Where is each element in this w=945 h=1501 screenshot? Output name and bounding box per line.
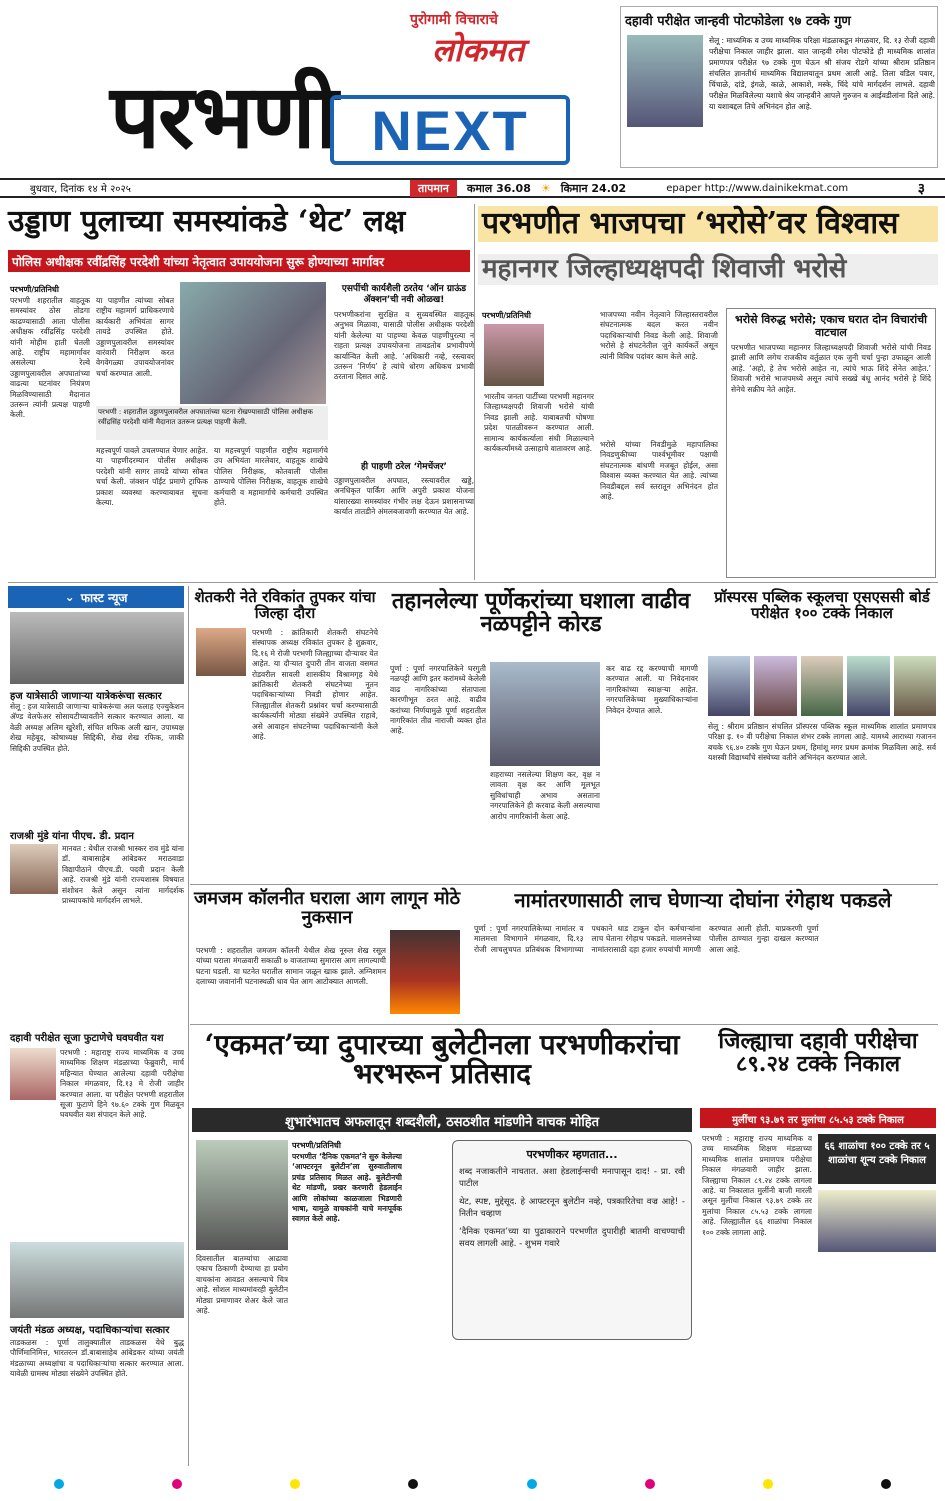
story6-photo xyxy=(390,930,460,1014)
registration-mark xyxy=(408,1479,418,1489)
story2-subheadline: महानगर जिल्हाध्यक्षपदी शिवाजी भरोसे xyxy=(478,254,938,285)
story2-body-3: भरोसे यांच्या निवडीमुळे महापालिका निवडणुकीच्या पार्श्वभूमीवर पक्षाची संघटनात्मक बांधणी मजबूत होईल, असा विश्वास व्यक्त करण्यात येत आहे. त्यांच्या निवडीबद्दल सर्व स्तरातून अभिनंदन होत आहे. xyxy=(600,440,718,502)
story1-box2-title: ही पाहणी ठरेल ‘गेमचेंजर’ xyxy=(361,462,447,472)
story1-subheadline: पोलिस अधीक्षक रवींद्रसिंह परदेशी यांच्या नेतृत्वात उपाययोजना सुरू होण्याच्या मार्गावर xyxy=(8,250,470,272)
story8-body-2: दिवसातील बातम्यांचा आढावा एकाच ठिकाणी देण्याचा हा प्रयोग वाचकांना आवडत असल्याचे चित्र आहे. सोशल माध्यमांवरही बुलेटीन मोठ्या प्रमाणावर शेअर केले जात आहे. xyxy=(196,1254,288,1316)
story8-photo xyxy=(196,1140,288,1250)
story1-body-3: महत्त्वपूर्ण पावले उचलण्यात येणार आहेत. या पाहणीदरम्यान पोलीस अधीक्षक परदेशी यांनी सागर तायडे यांच्या सोबत चर्चा केली. जंक्शन पॉईंट प्रमाणे ट्राफिक प्रकाश व्यवस्था करण्याबाबत सूचना केल्या. xyxy=(96,446,208,508)
story8-quote-2: थेट, स्पष्ट, मुद्देसूद. हे आफ्टरनून बुलेटीन नव्हे, पत्रकारितेचा वज्र आहे! - नितीन चव्हाण xyxy=(459,1197,685,1219)
story3-headline: शेतकरी नेते रविकांत तुपकर यांचा जिल्हा दौरा xyxy=(194,588,376,622)
story2-box-title: भरोसे विरुद्ध भरोसे; एकाच घरात दोन विचारांची वाटचाल xyxy=(734,313,927,339)
story2-sidebox xyxy=(726,308,936,578)
student-photo xyxy=(894,656,936,716)
fast-news-item2-title: राजश्री मुंडे यांना पीएच. डी. प्रदान xyxy=(10,831,134,842)
row-divider xyxy=(190,884,938,885)
top-ad-photo xyxy=(627,35,703,127)
story5-headline: प्रॉस्परस पब्लिक स्कूलचा एसएससी बोर्ड परीक्षेत १०० टक्के निकाल xyxy=(714,588,930,622)
story4-photo xyxy=(490,662,600,766)
story2-body-2: भाजपच्या नवीन नेतृत्वाने जिल्हास्तरावरील संघटनात्मक बदल करत नवीन पदाधिकाऱ्यांची निवड केली आहे. शिवाजी भरोसे हे संघटनेतील जुने कार्यकर्ते असून त्यांनी विविध पदांवर काम केले आहे. xyxy=(600,310,718,361)
story1-box-title: एसपींची कार्यशैली ठरतेय ‘ऑन ग्राऊंड ॲक्शन’ची नवी ओळख! xyxy=(341,284,467,305)
story1-sidebox xyxy=(334,284,474,578)
top-ad-box xyxy=(620,6,938,168)
page-number: ३ xyxy=(917,180,925,197)
story2-photo xyxy=(484,324,544,386)
story9-box: ६६ शाळांचा १०० टक्के तर ५ शाळांचा शून्य टक्के निकाल xyxy=(818,1134,936,1184)
fast-news-photo-4 xyxy=(10,1242,184,1318)
sun-icon: ☀ xyxy=(540,181,551,195)
dateline-date: बुधवार, दिनांक १४ मे २०२५ xyxy=(30,184,131,195)
story8-subheadline: शुभारंभातच अफलातून शब्दशैली, ठसठशीत मांडणीने वाचक मोहित xyxy=(192,1108,692,1132)
chevron-down-icon: ⌄ xyxy=(64,590,75,604)
story1-caption: परभणी : शहरातील उड्डाणपुलावरील अपघातांच्या घटना रोखण्यासाठी पोलिस अधीक्षक रवींद्रसिंह परदेशी यांनी मैदानात उतरून प्रत्यक्ष पाहणी केली. xyxy=(96,406,328,440)
top-ad-text: सेलू : माध्यमिक व उच्च माध्यमिक परिक्षा मंडळाकडून मंगळवार, दि. १३ रोजी दहावी परीक्षेचा निकाल जाहीर झाला. यात जान्हवी रमेश पोटफोडे ही माध्यमिक शालांत प्रमाणपत्र परीक्षेत ९७ टक्के गुण घेऊन श्री संजय रोडगे यांच्या श्रीराम प्रतिष्ठान संचलित ज्ञानतीर्थ माध्यमिक विद्यालयातून प्रथम आली आहे. तिला वडिल पवार, चिंचाळे, दांडे, इंगळे, काळे, आकाशे, मस्के, चिंदे यांचे मार्गदर्शन लाभले. दहावी परीक्षेत मिळविलेल्या यशाचे श्रेय जान्हवीने आपले गुरुजन व आईवडीलांना दिले आहे. या यशाबद्दल तिचे अभिनंदन होत आहे. xyxy=(709,36,936,111)
column-divider xyxy=(188,586,189,1466)
column-divider xyxy=(474,204,475,580)
temp-label: तापमान xyxy=(410,180,457,197)
story9-body: परभणी : महाराष्ट्र राज्य माध्यमिक व उच्च माध्यमिक शिक्षण मंडळाच्या माध्यमिक शालांत प्रमाणपत्र परीक्षेचा निकाल मंगळवारी जाहीर झाला. जिल्ह्याचा निकाल ८९.२४ टक्के लागला आहे. या निकालात मुलींनी बाजी मारली असून मुलींचा निकाल ९३.७९ टक्के तर मुलांचा निकाल ८५.५३ टक्के लागला आहे. जिल्ह्यातील ६६ शाळांचा निकाल १०० टक्के लागला आहे. xyxy=(702,1134,812,1237)
row-divider xyxy=(190,1024,938,1025)
registration-mark xyxy=(645,1479,655,1489)
story4-body-2: शहराच्या नसलेल्या शिक्षण कर, वृक्ष न लावता वृक्ष कर आणि मूलभूत सुविधांचाही अभाव असताना नगरपालिकेने ही करवाढ केली असल्याचा आरोप नागरिकांनी केला आहे. xyxy=(490,770,600,821)
story8-box-title: परभणीकर म्हणतात... xyxy=(526,1148,618,1161)
fast-news-item1-body: सेलू : हज यात्रेसाठी जाणाऱ्या यात्रेकरूंचा अल फलाह एज्युकेशन ॲण्ड वेलफेअर सोसायटीच्यावतीने सत्कार करण्यात आला. या वेळी अध्यक्ष अलिम खुरेशी, संचित शफिक अली खान, उपाध्यक्ष शेख महेबूद, कोषाध्यक्ष सिद्दिकी, शेख शेख रफिक, जाकी सिद्दिकी उपस्थित होते. xyxy=(10,702,184,753)
fast-news-photo-3 xyxy=(10,1048,56,1100)
registration-strip xyxy=(0,1476,945,1492)
fast-news-label xyxy=(8,586,184,608)
student-photo xyxy=(847,656,889,716)
story1-photo xyxy=(180,282,326,404)
story1-body-1: परभणी शहरातील वाहतूक समस्यांवर ठोस तोडगा काढण्यासाठी आता पोलीस अधीक्षक रवींद्रसिंह परदेशी यांनी मोहीम हाती घेतली आहे. राष्ट्रीय महामार्गावर असलेल्या रेल्वे उड्डाणपुलावरील अपघातांच्या वाढत्या घटनांवर नियंत्रण मिळविण्यासाठी मैदानात उतरून त्यांनी प्रत्यक्ष पाहणी केली. xyxy=(10,296,90,420)
dateline xyxy=(0,178,945,198)
story1-box2-body: उड्डाणपुलावरील अपघात, रस्त्यावरील खड्डे, अनधिकृत पार्किंग आणि अपुरी प्रकाश योजना यांसारख्या समस्यांवर गंभीर लक्ष देऊन प्रशासनाच्या कार्यात तातडीने अंमलबजावणी करण्यात येत आहे. xyxy=(334,476,474,517)
temp-min: किमान 24.02 xyxy=(560,181,627,195)
story9-body-2 xyxy=(818,1256,936,1458)
story2-body-1: भारतीय जनता पार्टीच्या परभणी महानगर जिल्हाध्यक्षपदी शिवाजी भरोसे यांची निवड झाली आहे. याबाबतची घोषणा प्रदेश पातळीवरून करण्यात आली. सामान्य कार्यकर्त्याला संधी मिळाल्याने कार्यकर्त्यांमध्ये उत्साहाचे वातावरण आहे. xyxy=(484,392,594,454)
top-ad-title: दहावी परीक्षेत जान्हवी पोटफोडेला ९७ टक्के गुण xyxy=(625,14,851,29)
masthead-paper-logo: लोकमत xyxy=(432,31,524,69)
fast-news-item2-body: मानवत : येथील राजश्री भास्कर राव मुंडे यांना डॉ. बाबासाहेब आंबेडकर मराठवाडा विद्यापीठाने पीएच.डी. पदवी प्रदान केली आहे. राजश्री मुंडे यांनी राज्यशास्त्र विषयात संशोधन केले असून त्यांना मार्गदर्शक प्राध्यापकांचे मार्गदर्शन लाभले. xyxy=(62,844,184,906)
story7-body: पूर्णा : पूर्णा नगरपालिकेच्या नामांतर व मालमत्ता विभागाने मंगळवार, दि.१३ रोजी लाचलुचपत प्रतिबंधक विभागाच्या पथकाने धाड टाकून दोन कर्मचाऱ्यांना लाच घेताना रंगेहाथ पकडले. मालमत्तेच्या नामांतरासाठी दहा हजार रुपयांची मागणी करण्यात आली होती. याप्रकरणी पूर्णा पोलीस ठाण्यात गुन्हा दाखल करण्यात आला आहे. xyxy=(474,924,819,954)
temp-max: कमाल 36.08 xyxy=(466,181,531,195)
story5-photos xyxy=(708,656,936,716)
story2-headline: परभणीत भाजपचा ‘भरोसे’वर विश्वास xyxy=(478,206,938,242)
registration-mark xyxy=(290,1479,300,1489)
epaper-link[interactable]: epaper http://www.dainikekmat.com xyxy=(666,182,849,194)
registration-mark xyxy=(54,1479,64,1489)
student-photo xyxy=(801,656,843,716)
fast-news-photo-1 xyxy=(10,612,184,684)
fast-news-item4-title: जयंती मंडळ अध्यक्ष, पदाधिकाऱ्यांचा सत्कार xyxy=(10,1325,170,1336)
story8-quote-box xyxy=(452,1140,692,1340)
story4-body-3: कर वाढ रद्द करण्याची मागणी करण्यात आली. या निवेदनावर नागरिकांच्या स्वाक्षऱ्या आहेत. नगरपालिकेच्या मुख्याधिकाऱ्यांना निवेदन देण्यात आले. xyxy=(606,664,698,715)
story1-body-4: या महत्त्वपूर्ण पाहणीत राष्ट्रीय महामार्गचे उप अभियंता मारलेवार, वाहतूक शाखेचे पोलिस निरीक्षक, कोतवाली पोलीस ठाण्याचे पोलिस निरीक्षक, वाहतूक शाखेचे कर्मचारी व महामार्गाचे कर्मचारी उपस्थित होते. xyxy=(214,446,328,508)
story7-headline: नामांतरणासाठी लाच घेणाऱ्या दोघांना रंगेहाथ पकडले xyxy=(514,888,892,912)
fast-news-photo-2 xyxy=(10,844,58,894)
story2-body-1b xyxy=(550,310,594,388)
registration-mark xyxy=(172,1479,182,1489)
row-divider xyxy=(8,582,938,583)
story1-headline: उड्डाण पुलाच्या समस्यांकडे ‘थेट’ लक्ष xyxy=(8,204,406,239)
story4-body-1: पूर्णा : पूर्णा नगरपालिकेने घरगुती नळपट्टी आणि इतर करांमध्ये केलेली वाढ नागरिकांच्या संतापाला कारणीभूत ठरत आहे. वाढीव करांच्या निर्णयामुळे पूर्णा शहरातील नागरिकांत तीव्र नाराजी व्यक्त होत आहे. xyxy=(390,664,486,736)
masthead-city: परभणी xyxy=(110,64,337,168)
story1-box-body: परभणीकरांना सुरक्षित व सुव्यवस्थित वाहतूक अनुभव मिळावा, यासाठी पोलीस अधीक्षक परदेशी यांनी केलेल्या या पाहण्या केवळ पाहणीपुरत्या न राहता प्रत्यक्ष उपाययोजना ताबडतोब प्रभावीपणे कार्यान्वित केली आहे. ‘अधिकारी नव्हे, रस्त्यावर उतरून ‘निर्णय’ हे त्यांचे धोरण अधिकच प्रभावी ठरताना दिसत आहे. xyxy=(334,310,474,382)
story8-body-1: परभणीत ‘दैनिक एकमत’ने सुरु केलेल्या ‘आफ्टरनून बुलेटीन’ला सुरुवातीलाच प्रचंड प्रतिसाद मिळत आहे. बुलेटीनची थेट मांडणी, प्रखर करणारी हेडलाईन आणि लोकांच्या काळजाला भिडणारी भाषा, यामुळे वाचकांनी याचे मनःपूर्वक स्वागत केले आहे. xyxy=(292,1152,402,1224)
story8-byline: परभणी/प्रतिनिधी xyxy=(292,1141,341,1150)
story5-body: सेलू : श्रीराम प्रतिष्ठान संचलित प्रॉस्परस पब्लिक स्कूल माध्यमिक शालांत प्रमाणपत्र परिक्षा इ. १० वी परीक्षेचा निकाल शंभर टक्के लागला आहे. यामध्ये आराध्या गजानन बचके ९६.४० टक्के गुण घेऊन प्रथम, हिमांशू मगर प्रथम क्रमांक मिळविला आहे. सर्व यशस्वी विद्यार्थ्यांचे संस्थेच्या वतीने अभिनंदन करण्यात आले. xyxy=(708,722,936,763)
story9-headline: जिल्ह्याचा दहावी परीक्षेचा ८९.२४ टक्के निकाल xyxy=(718,1028,918,1078)
story1-byline: परभणी/प्रतिनिधी xyxy=(10,285,59,294)
story3-body: परभणी : क्रांतिकारी शेतकरी संघटनेचे संस्थापक अध्यक्ष रविकांत तुपकर हे शुक्रवार, दि.१६ मे रोजी परभणी जिल्ह्याच्या दौऱ्यावर येत आहेत. या दौऱ्यात दुपारी तीन वाजता वसमत रोडवरील सावली शासकीय विश्रामगृह येथे क्रांतिकारी शेतकरी संघटनेच्या नूतन पदाधिकाऱ्यांच्या निवडी होणार आहेत. जिल्ह्यातील शेतकरी प्रश्नांवर चर्चा करण्यासाठी कार्यकर्त्यांनी मोठ्या संख्येने उपस्थित राहावे, असे आवाहन संघटनेच्या पदाधिकाऱ्यांनी केले आहे. xyxy=(252,628,378,742)
story1-body-2: या पाहणीत त्यांच्या सोबत राष्ट्रीय महामार्ग प्राधिकरणाचे कार्यकारी अभियंता सागर तायडे उपस्थित होते. उड्डाणपुलावरील समस्यांवर वारंवारी निरीक्षण करत वेगवेगळ्या उपाययोजनांवर चर्चा करण्यात आली. xyxy=(96,296,174,378)
registration-mark xyxy=(527,1479,537,1489)
story6-headline: जमजम कॉलनीत घराला आग लागून मोठे नुकसान xyxy=(193,888,461,928)
masthead-edition-box xyxy=(330,95,570,165)
fast-news-item1-title: हज यात्रेसाठी जाणाऱ्या यात्रेकरूंचा सत्कार xyxy=(10,691,162,702)
student-photo xyxy=(754,656,796,716)
fast-news-item3-body: परभणी : महाराष्ट्र राज्य माध्यमिक व उच्च माध्यमिक शिक्षण मंडळाच्या फेब्रुवारी, मार्च महिन्यात घेण्यात आलेल्या दहावी परीक्षेचा निकाल मंगळवार, दि.१३ मे रोजी जाहीर करण्यात आला. या परीक्षेत परभणी शहरातील सूजा फुटाणे हिने ९७.६० टक्के गुण मिळवून घवघवीत यश संपादन केले आहे. xyxy=(60,1048,184,1120)
student-photo xyxy=(708,656,750,716)
story6-body: परभणी : शहरातील जमजम कॉलनी येथील शेख नूरुल शेख रसूल यांच्या घराला मंगळवारी सकाळी ७ वाजताच्या सुमारास आग लागल्याची घटना घडली. या घटनेत घरातील सामान जळून खाक झाले. अग्निशमन दलाच्या जवानांनी घटनास्थळी धाव घेत आग आटोक्यात आणली. xyxy=(196,946,386,987)
masthead-tagline: पुरोगामी विचाराचे xyxy=(410,12,498,28)
story9-photo xyxy=(818,1190,936,1252)
fast-news-item4-body: ताडकळस : पूर्णा तालुक्यातील ताडकळस येथे बुद्ध पौर्णिमानिमित्त, भारतरत्न डॉ.बाबासाहेब आंबेडकर यांच्या जयंती मंडळाच्या अध्यक्षांचा व पदाधिकाऱ्यांचा सत्कार करण्यात आला. यावेळी ग्रामस्थ मोठ्या संख्येने उपस्थित होते. xyxy=(10,1338,184,1379)
registration-mark xyxy=(881,1479,891,1489)
fast-news-item3-title: दहावी परीक्षेत सूजा फुटाणेचे घवघवीत यश xyxy=(10,1033,164,1044)
story2-byline: परभणी/प्रतिनिधी xyxy=(482,311,531,320)
story8-quote-3: ‘दैनिक एकमत’च्या या पुढाकाराने परभणीत दुपारीही बातमी वाचण्याची सवय लागली आहे. - शुभम गवारे xyxy=(459,1227,685,1249)
story9-subheadline: मुलींचा ९३.७९ तर मुलांचा ८५.५३ टक्के निकाल xyxy=(700,1108,936,1128)
registration-mark xyxy=(763,1479,773,1489)
story8-headline: ‘एकमत’च्या दुपारच्या बुलेटीनला परभणीकरांचा भरभरून प्रतिसाद xyxy=(204,1028,680,1091)
story4-headline: तहानलेल्या पूर्णेकरांच्या घशाला वाढीव नळपट्टीने कोरड xyxy=(391,588,691,638)
story8-quote-1: शब्द नजाकतीने नाचतात. अशा हेडलाईन्सची मनापासून दाद! - प्रा. रवी पाटील xyxy=(459,1167,685,1189)
fast-news-text: फास्ट न्यूज xyxy=(80,590,128,605)
story2-box-body: परभणीत भाजपच्या महानगर जिल्हाध्यक्षपदी शिवाजी भरोसे यांची निवड झाली आणि लगेच राजकीय वर्तुळात एक जुनी चर्चा पुन्हा उफाळून आली आहे. ‘अहो, हे तेच भरोसे आहेत ना, त्यांचे भाऊ शिंदे सेनेत आहेत.’ शिवाजी भरोसे भाजपमध्ये असून त्यांचे सख्खे बंधू आनंद भरोसे हे शिंदे सेनेचे सक्रीय नेते आहेत. xyxy=(731,343,931,394)
masthead-edition: NEXT xyxy=(371,98,529,162)
